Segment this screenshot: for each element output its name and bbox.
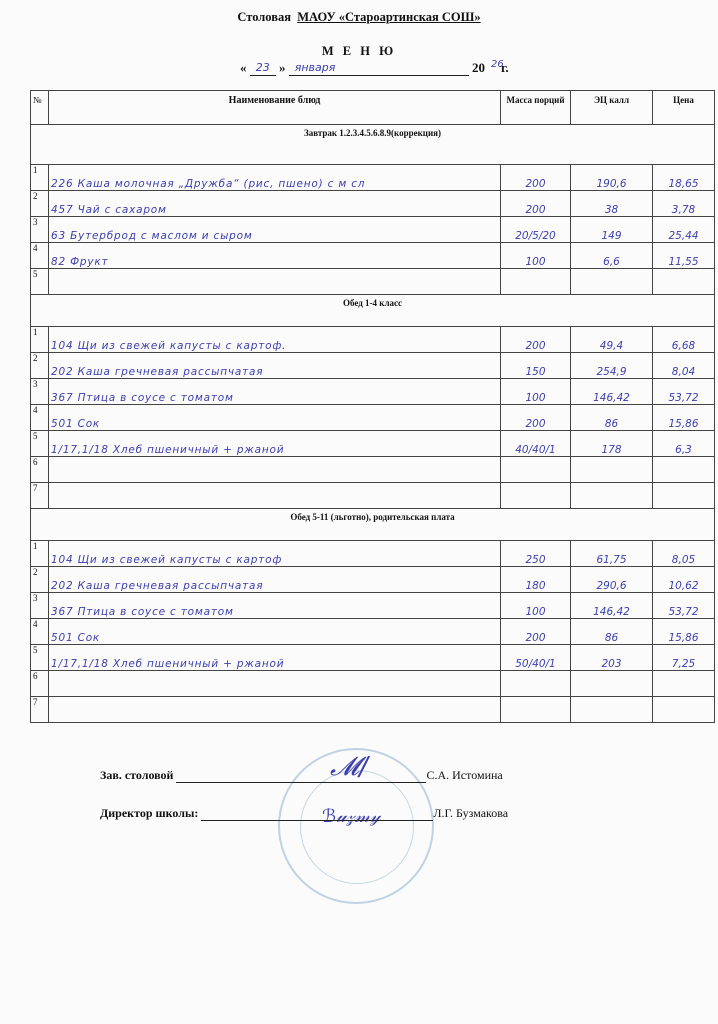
price-cell <box>653 541 715 567</box>
dish-name: 367 Птица в соусе с томатом <box>51 606 234 618</box>
energy-value-cell <box>571 217 653 243</box>
portion-mass: 200 <box>525 632 546 644</box>
row-number-cell: 3 <box>31 217 49 243</box>
energy-value-cell <box>571 191 653 217</box>
row-number-cell: 4 <box>31 405 49 431</box>
dish-name: 501 Сок <box>51 632 101 644</box>
price-cell <box>653 327 715 353</box>
table-row <box>31 483 715 509</box>
row-number-cell: 4 <box>31 243 49 269</box>
school-name: МАОУ «Староартинская СОШ» <box>297 10 481 24</box>
portion-mass-cell <box>501 483 571 509</box>
price: 11,55 <box>668 256 699 268</box>
manager-label: Зав. столовой <box>100 768 174 782</box>
row-number-cell: 2 <box>31 567 49 593</box>
portion-mass-cell <box>501 645 571 671</box>
portion-mass-cell <box>501 457 571 483</box>
portion-mass: 200 <box>525 204 546 216</box>
price: 25,44 <box>668 230 699 242</box>
dish-name: 202 Каша гречневая рассыпчатая <box>51 366 264 378</box>
row-number-cell: 5 <box>31 431 49 457</box>
manager-signature-scribble: 𝓜/ <box>330 752 368 782</box>
price: 53,72 <box>668 392 699 404</box>
year-end: г. <box>500 60 509 75</box>
date-line <box>240 60 509 76</box>
price: 8,05 <box>671 554 696 566</box>
energy-value: 61,75 <box>596 554 627 566</box>
dish-name-cell <box>49 379 501 405</box>
portion-mass: 40/40/1 <box>515 444 556 456</box>
energy-value: 86 <box>604 418 619 430</box>
table-row <box>31 645 715 671</box>
dish-name: 1/17,1/18 Хлеб пшеничный + ржаной <box>51 658 285 670</box>
director-label: Директор школы: <box>100 806 199 820</box>
date-day-field <box>250 61 276 76</box>
price: 15,86 <box>668 418 699 430</box>
director-sign-blank <box>201 808 433 821</box>
row-number-cell: 2 <box>31 353 49 379</box>
energy-value-cell <box>571 327 653 353</box>
dish-name-cell <box>49 483 501 509</box>
energy-value-cell <box>571 541 653 567</box>
energy-value: 190,6 <box>596 178 627 190</box>
manager-sign-blank <box>176 770 426 783</box>
portion-mass: 100 <box>525 392 546 404</box>
row-number-cell: 5 <box>31 645 49 671</box>
price-cell <box>653 353 715 379</box>
portion-mass-cell <box>501 541 571 567</box>
table-row <box>31 379 715 405</box>
price-cell <box>653 243 715 269</box>
section-row <box>31 125 715 165</box>
row-number-cell: 7 <box>31 483 49 509</box>
portion-mass-cell <box>501 165 571 191</box>
price-cell <box>653 671 715 697</box>
portion-mass: 250 <box>525 554 546 566</box>
price-cell <box>653 217 715 243</box>
dish-name: 226 Каша молочная „Дружба“ (рис, пшено) с м сл <box>51 178 366 190</box>
energy-value-cell <box>571 353 653 379</box>
dish-name: 1/17,1/18 Хлеб пшеничный + ржаной <box>51 444 285 456</box>
dish-name-cell <box>49 671 501 697</box>
canteen-header <box>0 10 718 25</box>
energy-value: 86 <box>604 632 619 644</box>
dish-name-cell <box>49 541 501 567</box>
portion-mass-cell <box>501 405 571 431</box>
table-row <box>31 191 715 217</box>
table-row <box>31 457 715 483</box>
table-row <box>31 217 715 243</box>
row-number-cell: 1 <box>31 541 49 567</box>
col-mass-header: Масса порций <box>501 91 571 125</box>
energy-value: 6,6 <box>603 256 620 268</box>
manager-signature-line <box>100 768 503 783</box>
date-month: января <box>294 61 336 74</box>
portion-mass-cell <box>501 353 571 379</box>
energy-value-cell <box>571 457 653 483</box>
price: 6,3 <box>675 444 692 456</box>
dish-name: 82 Фрукт <box>51 256 109 268</box>
row-number-cell: 3 <box>31 379 49 405</box>
energy-value: 203 <box>601 658 622 670</box>
dish-name: 457 Чай с сахаром <box>51 204 167 216</box>
portion-mass: 100 <box>525 256 546 268</box>
price-cell <box>653 483 715 509</box>
price: 6,68 <box>671 340 696 352</box>
date-quote-open: « <box>240 60 247 75</box>
row-number-cell: 4 <box>31 619 49 645</box>
price-cell <box>653 619 715 645</box>
energy-value-cell <box>571 697 653 723</box>
portion-mass: 200 <box>525 178 546 190</box>
date-day: 23 <box>255 61 270 74</box>
dish-name-cell <box>49 431 501 457</box>
price: 7,25 <box>671 658 696 670</box>
energy-value-cell <box>571 243 653 269</box>
row-number-cell: 1 <box>31 327 49 353</box>
table-row <box>31 269 715 295</box>
energy-value: 149 <box>601 230 622 242</box>
energy-value-cell <box>571 165 653 191</box>
row-number-cell: 7 <box>31 697 49 723</box>
menu-table <box>30 90 715 723</box>
price-cell <box>653 567 715 593</box>
row-number-cell: 1 <box>31 165 49 191</box>
price: 18,65 <box>668 178 699 190</box>
price-cell <box>653 457 715 483</box>
dish-name-cell <box>49 191 501 217</box>
table-row <box>31 567 715 593</box>
canteen-prefix: Столовая <box>237 10 291 24</box>
price: 8,04 <box>671 366 696 378</box>
dish-name: 501 Сок <box>51 418 101 430</box>
portion-mass: 200 <box>525 418 546 430</box>
energy-value: 38 <box>604 204 619 216</box>
table-row <box>31 405 715 431</box>
row-number-cell: 2 <box>31 191 49 217</box>
price-cell <box>653 405 715 431</box>
table-header-row <box>31 91 715 125</box>
energy-value-cell <box>571 593 653 619</box>
dish-name: 367 Птица в соусе с томатом <box>51 392 234 404</box>
menu-body <box>31 125 715 723</box>
year-prefix: 20 <box>472 60 485 75</box>
energy-value: 290,6 <box>596 580 627 592</box>
director-name: Л.Г. Бузмакова <box>433 806 509 820</box>
energy-value: 146,42 <box>593 606 630 618</box>
energy-value-cell <box>571 645 653 671</box>
manager-name: С.А. Истомина <box>426 768 503 782</box>
portion-mass-cell <box>501 217 571 243</box>
table-row <box>31 619 715 645</box>
dish-name-cell <box>49 567 501 593</box>
price: 15,86 <box>668 632 699 644</box>
section-title: Обед 5-11 (льготно), родительская плата <box>31 509 715 541</box>
table-row <box>31 431 715 457</box>
dish-name-cell <box>49 217 501 243</box>
portion-mass-cell <box>501 191 571 217</box>
price-cell <box>653 593 715 619</box>
dish-name-cell <box>49 353 501 379</box>
energy-value-cell <box>571 405 653 431</box>
portion-mass: 20/5/20 <box>515 230 556 242</box>
price-cell <box>653 697 715 723</box>
table-row <box>31 593 715 619</box>
col-price-header: Цена <box>653 91 715 125</box>
price: 3,78 <box>671 204 696 216</box>
menu-title: М Е Н Ю <box>321 44 397 58</box>
energy-value: 146,42 <box>593 392 630 404</box>
price-cell <box>653 379 715 405</box>
price-cell <box>653 269 715 295</box>
section-title: Завтрак 1.2.3.4.5.6.8.9(коррекция) <box>31 125 715 165</box>
portion-mass-cell <box>501 567 571 593</box>
energy-value-cell <box>571 619 653 645</box>
director-signature-line <box>100 806 508 821</box>
portion-mass-cell <box>501 671 571 697</box>
dish-name: 104 Щи из свежей капусты с картоф <box>51 554 283 566</box>
portion-mass: 150 <box>525 366 546 378</box>
portion-mass-cell <box>501 593 571 619</box>
dish-name-cell <box>49 243 501 269</box>
energy-value-cell <box>571 671 653 697</box>
dish-name: 202 Каша гречневая рассыпчатая <box>51 580 264 592</box>
date-quote-close: » <box>279 60 286 75</box>
dish-name: 104 Щи из свежей капусты с картоф. <box>51 340 287 352</box>
table-row <box>31 541 715 567</box>
table-row <box>31 671 715 697</box>
table-row <box>31 243 715 269</box>
portion-mass-cell <box>501 619 571 645</box>
dish-name-cell <box>49 697 501 723</box>
year-suffix: 26 <box>491 59 504 70</box>
energy-value: 254,9 <box>596 366 627 378</box>
portion-mass: 100 <box>525 606 546 618</box>
dish-name: 63 Бутерброд с маслом и сыром <box>51 230 253 242</box>
portion-mass: 200 <box>525 340 546 352</box>
energy-value: 178 <box>601 444 622 456</box>
portion-mass-cell <box>501 243 571 269</box>
table-row <box>31 697 715 723</box>
energy-value: 49,4 <box>599 340 624 352</box>
col-kcal-header: ЭЦ калл <box>571 91 653 125</box>
col-name-header: Наименование блюд <box>49 91 501 125</box>
section-title: Обед 1-4 класс <box>31 295 715 327</box>
date-month-field <box>289 61 469 76</box>
dish-name-cell <box>49 457 501 483</box>
portion-mass-cell <box>501 379 571 405</box>
energy-value-cell <box>571 269 653 295</box>
energy-value-cell <box>571 567 653 593</box>
col-num-header: № <box>31 91 49 125</box>
table-row <box>31 353 715 379</box>
dish-name-cell <box>49 269 501 295</box>
section-row <box>31 509 715 541</box>
price-cell <box>653 645 715 671</box>
price-cell <box>653 191 715 217</box>
dish-name-cell <box>49 327 501 353</box>
portion-mass-cell <box>501 269 571 295</box>
dish-name-cell <box>49 593 501 619</box>
row-number-cell: 6 <box>31 671 49 697</box>
energy-value-cell <box>571 431 653 457</box>
row-number-cell: 5 <box>31 269 49 295</box>
dish-name-cell <box>49 619 501 645</box>
row-number-cell: 6 <box>31 457 49 483</box>
portion-mass-cell <box>501 697 571 723</box>
dish-name-cell <box>49 645 501 671</box>
price-cell <box>653 431 715 457</box>
section-row <box>31 295 715 327</box>
price: 53,72 <box>668 606 699 618</box>
price: 10,62 <box>668 580 699 592</box>
energy-value-cell <box>571 483 653 509</box>
row-number-cell: 3 <box>31 593 49 619</box>
table-row <box>31 165 715 191</box>
portion-mass: 50/40/1 <box>515 658 556 670</box>
portion-mass-cell <box>501 431 571 457</box>
dish-name-cell <box>49 165 501 191</box>
portion-mass-cell <box>501 327 571 353</box>
director-signature-scribble: ℬ𝓊𝓏𝓂𝓎 <box>322 806 381 827</box>
price-cell <box>653 165 715 191</box>
table-row <box>31 327 715 353</box>
dish-name-cell <box>49 405 501 431</box>
energy-value-cell <box>571 379 653 405</box>
portion-mass: 180 <box>525 580 546 592</box>
